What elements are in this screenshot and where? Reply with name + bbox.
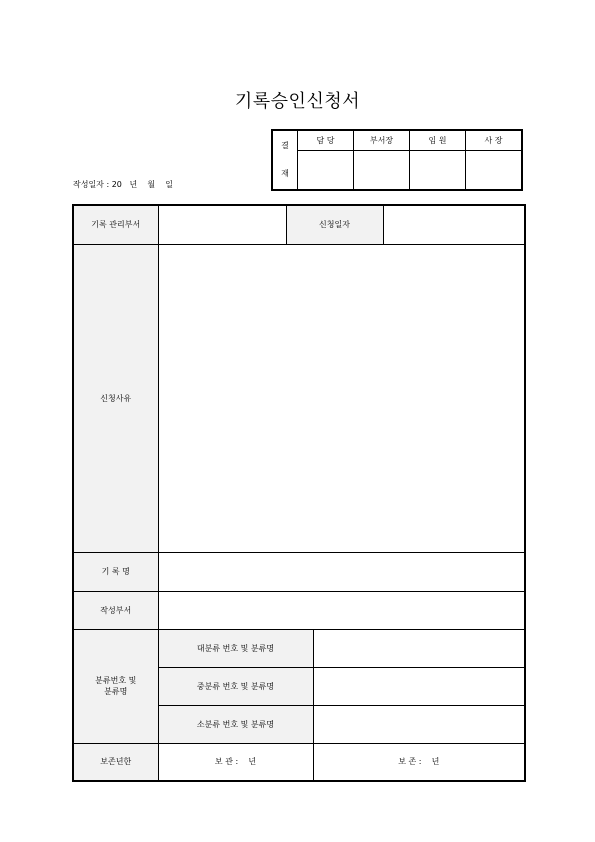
approval-header-manager: 담 당 bbox=[298, 130, 354, 151]
written-date: 작성일자 : 20 년 월 일 bbox=[73, 180, 174, 189]
reason-field[interactable] bbox=[158, 244, 525, 552]
record-approval-form bbox=[72, 204, 526, 782]
middle-class-label: 중분류 번호 및 분류명 bbox=[158, 667, 313, 705]
dept-field[interactable] bbox=[158, 205, 286, 244]
author-dept-label: 작성부서 bbox=[73, 591, 158, 629]
middle-class-field[interactable] bbox=[313, 667, 525, 705]
approval-header-executive: 임 원 bbox=[410, 130, 466, 151]
signature-field-executive[interactable] bbox=[410, 151, 466, 190]
minor-class-label: 소분류 번호 및 분류명 bbox=[158, 705, 313, 743]
author-dept-field[interactable] bbox=[158, 591, 525, 629]
preservation-period-field[interactable]: 보 존 : 년 bbox=[313, 743, 525, 781]
record-name-field[interactable] bbox=[158, 552, 525, 591]
request-date-field[interactable] bbox=[383, 205, 525, 244]
approval-header-dept-head: 부서장 bbox=[354, 130, 410, 151]
classification-label-line-2: 분류명 bbox=[104, 687, 128, 696]
classification-label bbox=[73, 629, 158, 743]
request-date-label: 신청일자 bbox=[286, 205, 383, 244]
classification-label-line-1: 분류번호 및 bbox=[95, 676, 137, 685]
approval-box bbox=[271, 129, 523, 191]
storage-period-field[interactable]: 보 관 : 년 bbox=[158, 743, 313, 781]
dept-label: 기록 관리부서 bbox=[73, 205, 158, 244]
approval-side-label-2: 재 bbox=[281, 169, 289, 178]
major-class-label: 대분류 번호 및 분류명 bbox=[158, 629, 313, 667]
minor-class-field[interactable] bbox=[313, 705, 525, 743]
signature-field-dept-head[interactable] bbox=[354, 151, 410, 190]
approval-header-president: 사 장 bbox=[466, 130, 523, 151]
signature-field-manager[interactable] bbox=[298, 151, 354, 190]
document-title: 기록승인신청서 bbox=[234, 91, 361, 112]
major-class-field[interactable] bbox=[313, 629, 525, 667]
approval-side-label bbox=[272, 130, 298, 190]
reason-label: 신청사유 bbox=[73, 244, 158, 552]
signature-field-president[interactable] bbox=[466, 151, 523, 190]
retention-label: 보존년한 bbox=[73, 743, 158, 781]
record-name-label: 기 록 명 bbox=[73, 552, 158, 591]
approval-side-label-1: 결 bbox=[281, 141, 289, 150]
